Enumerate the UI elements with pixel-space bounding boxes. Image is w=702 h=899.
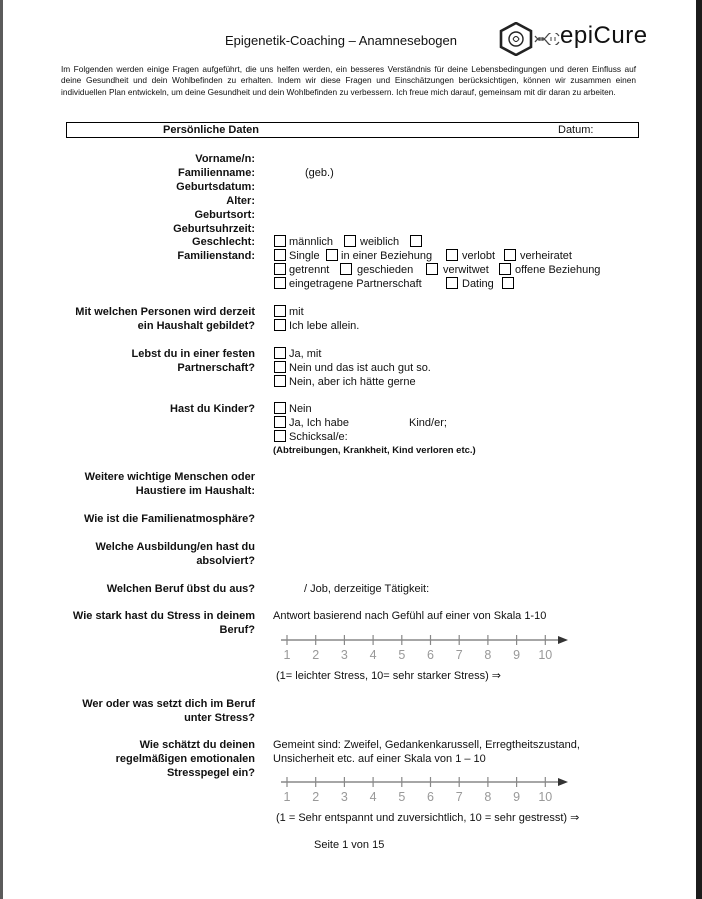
kinder-suffix: Kind/er; [409,417,447,429]
option-schicksal: Schicksal/e: [289,431,348,443]
label-kinder: Hast du Kinder? [170,403,255,415]
stress-hint: Antwort basierend nach Gefühl auf einer von Skala 1-10 [273,610,547,622]
checkbox-dating[interactable] [446,277,458,289]
checkbox-schicksal[interactable] [274,430,286,442]
checkbox-verlobt[interactable] [446,249,458,261]
option-eingetragen: eingetragene Partnerschaft [289,278,422,290]
label-menschen-2: Haustiere im Haushalt: [135,485,255,497]
emo-scale-tick-label: 4 [369,790,377,804]
option-maennlich: männlich [289,236,334,248]
label-beruf: Welchen Beruf übst du aus? [106,583,255,595]
option-geschieden: geschieden [357,264,414,276]
stress-scale-tick-label: 8 [484,648,492,662]
stress-scale-tick-label: 2 [312,648,320,662]
label-partner-2: Partnerschaft? [177,362,255,374]
label-familienstand: Familienstand: [177,250,255,262]
label-stress-1: Wie stark hast du Stress in deinem [72,610,255,622]
stress-scale [273,630,573,662]
label-alter: Alter: [226,195,255,207]
option-weiblich: weiblich [360,236,400,248]
label-vorname: Vorname/n: [195,153,255,165]
dna-icon [534,33,560,45]
kinder-note: (Abtreibungen, Krankheit, Kind verloren etc.) [273,445,476,456]
option-offene-beziehung: offene Beziehung [515,264,601,276]
label-haushalt-1: Mit welchen Personen wird derzeit [75,306,255,318]
label-haushalt-2: ein Haushalt gebildet? [137,320,255,332]
beruf-hint: / Job, derzeitige Tätigkeit: [304,583,430,595]
stress-scale-tick-label: 6 [427,648,434,662]
stress-scale-tick-label: 4 [369,648,377,662]
page-edge [696,0,702,899]
emo-scale [273,772,573,804]
stress-scale-tick-label: 5 [398,648,406,662]
emo-hint-2: Unsicherheit etc. auf einer Skala von 1 – 10 [273,753,486,765]
option-kinder-nein: Nein [289,403,312,415]
label-stressor-1: Wer oder was setzt dich im Beruf [82,698,255,710]
label-emo-3: Stresspegel ein? [166,767,255,779]
checkbox-maennlich[interactable] [274,235,286,247]
emo-scale-tick-label: 10 [538,790,553,804]
label-emo-2: regelmäßigen emotionalen [115,753,255,765]
emo-scale-arrow-icon [558,778,568,786]
emo-scale-note: (1 = Sehr entspannt und zuversichtlich, 10 = sehr gestresst) ⇒ [276,812,580,824]
checkbox-partner-nein-gerne[interactable] [274,375,286,387]
checkbox-beziehung[interactable] [326,249,338,261]
checkbox-weiblich[interactable] [344,235,356,247]
checkbox-kinder-ja[interactable] [274,416,286,428]
label-geburtsuhrzeit: Geburtsuhrzeit: [173,223,255,235]
emo-scale-tick-label: 8 [484,790,492,804]
geb-hint: (geb.) [305,167,334,179]
checkbox-geschieden[interactable] [340,263,352,275]
checkbox-kinder-nein[interactable] [274,402,286,414]
label-ausbildung-1: Welche Ausbildung/en hast du [95,541,255,553]
checkbox-getrennt[interactable] [274,263,286,275]
stress-scale-tick-label: 9 [513,648,521,662]
label-stress-2: Beruf? [219,624,255,636]
label-ausbildung-2: absolviert? [196,555,255,567]
option-dating: Dating [462,278,494,290]
label-menschen-1: Weitere wichtige Menschen oder [84,471,255,483]
label-geburtsort: Geburtsort: [194,209,255,221]
option-beziehung: in einer Beziehung [341,250,433,262]
emo-scale-tick-label: 1 [283,790,291,804]
checkbox-eingetragen[interactable] [274,277,286,289]
section-header [66,122,639,138]
emo-scale-tick-label: 9 [513,790,521,804]
page-footer: Seite 1 von 15 [314,839,385,851]
option-single: Single [289,250,320,262]
option-partner-nein-gerne: Nein, aber ich hätte gerne [289,376,416,388]
label-geschlecht: Geschlecht: [192,236,255,248]
checkbox-offene-beziehung[interactable] [499,263,511,275]
emo-hint-1: Gemeint sind: Zweifel, Gedankenkarussell, Erregtheitszustand, [273,739,580,751]
intro-paragraph: Im Folgenden werden einige Fragen aufgeführt, die uns helfen werden, ein besseres Verständnis für deine Lebensbedingungen und deren Einfluss auf deine Gesundheit und dein Wohlbefinden zu erhalten. Indem wir diese Fragen und Einschätzungen berücksichtigen, können wir zusammen einen individuellen Plan entwickeln, um deine Gesundheit und dein Wohlbefinden zu verbessern. Ich freue mich darauf, gemeinsam mit dir daran zu arbeiten. [61,64,636,97]
stress-scale-tick-label: 1 [283,648,291,662]
checkbox-haushalt-mit[interactable] [274,305,286,317]
option-verwitwet: verwitwet [443,264,489,276]
logo-text: epiCure [560,22,648,49]
emo-scale-tick-label: 3 [340,790,348,804]
option-haushalt-mit: mit [289,306,304,318]
date-label: Datum: [558,124,594,136]
option-verlobt: verlobt [462,250,496,262]
label-geburtsdatum: Geburtsdatum: [176,181,255,193]
checkbox-partner-ja[interactable] [274,347,286,359]
checkbox-divers[interactable] [410,235,422,247]
stress-scale-arrow-icon [558,636,568,644]
emo-scale-tick-label: 2 [312,790,320,804]
option-verheiratet: verheiratet [520,250,572,262]
stress-scale-tick-label: 7 [455,648,463,662]
section-title: Persönliche Daten [163,124,259,136]
option-kinder-ja: Ja, Ich habe [289,417,349,429]
checkbox-partner-nein-gut[interactable] [274,361,286,373]
document-title: Epigenetik-Coaching – Anamnesebogen [225,33,458,48]
stress-scale-tick-label: 3 [340,648,348,662]
checkbox-single[interactable] [274,249,286,261]
emo-scale-tick-label: 5 [398,790,406,804]
option-partner-nein-gut: Nein und das ist auch gut so. [289,362,431,374]
checkbox-other[interactable] [502,277,514,289]
checkbox-verwitwet[interactable] [426,263,438,275]
stress-scale-tick-label: 10 [538,648,553,662]
label-familienname: Familienname: [177,167,255,179]
emo-scale-tick-label: 7 [455,790,463,804]
document-page [3,0,696,899]
checkbox-verheiratet[interactable] [504,249,516,261]
epicure-logo-icon [498,22,534,56]
stress-scale-note: (1= leichter Stress, 10= sehr starker Stress) ⇒ [276,670,502,682]
label-emo-1: Wie schätzt du deinen [139,739,255,751]
label-atmosphaere: Wie ist die Familienatmosphäre? [83,513,255,525]
option-getrennt: getrennt [289,264,330,276]
option-allein: Ich lebe allein. [289,320,360,332]
emo-scale-tick-label: 6 [427,790,434,804]
option-partner-ja: Ja, mit [289,348,322,360]
label-stressor-2: unter Stress? [184,712,255,724]
checkbox-allein[interactable] [274,319,286,331]
label-partner-1: Lebst du in einer festen [131,348,255,360]
